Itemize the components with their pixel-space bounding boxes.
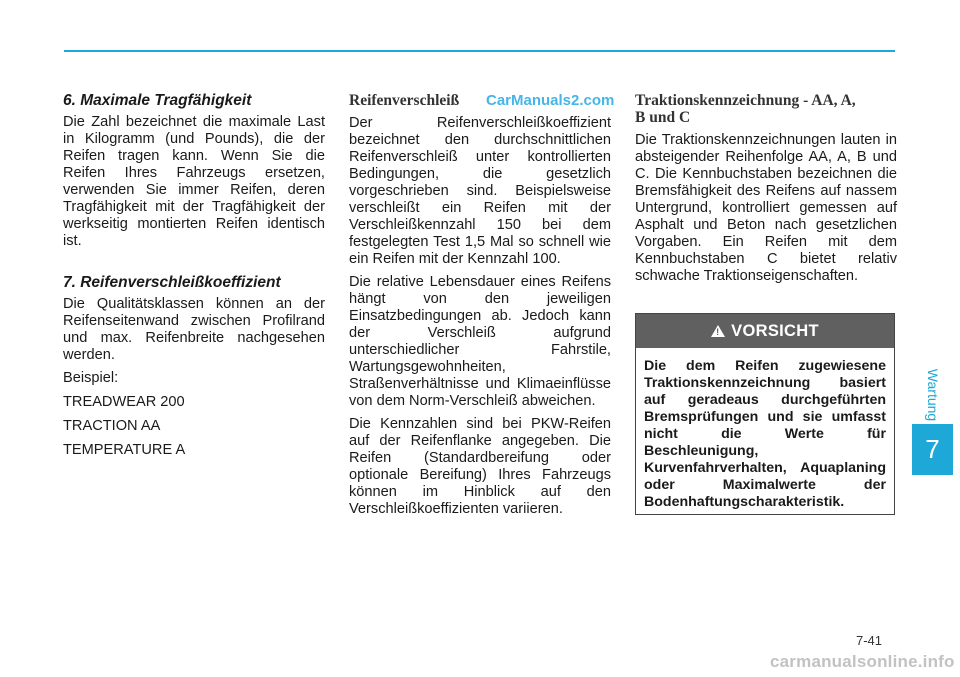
footer-watermark: carmanualsonline.info — [770, 652, 955, 671]
caution-text: Die dem Reifen zugewiesene Traktionskennzeichnung basiert auf geradeaus durchgeführten Bremsprüfungen und sie umfasst nicht die Werte für Beschleunigung, Kurvenfahrverhalten, Aquaplaning oder Maximalwerte der Bodenhaftungscharakteristik. — [644, 358, 886, 510]
section-heading-tire-wear: Reifenverschleiß — [349, 92, 460, 109]
traction-heading-line1: Traktionskennzeichnung - AA, A, — [635, 92, 856, 109]
header-rule — [64, 50, 895, 52]
section-heading-max-load: 6. Maximale Tragfähigkeit — [63, 92, 252, 109]
tire-wear-paragraph-3: Die Kennzahlen sind bei PKW-Reifen auf der Reifenflanke angegeben. Die Reifen (Standardbereifung oder optionale Bereifung) Ihres Fahrzeugs können im Hinblick auf den Verschleißkoeffizienten variieren. — [349, 416, 611, 517]
section-heading-treadwear: 7. Reifenverschleißkoeffizient — [63, 274, 281, 291]
section-side-label — [918, 365, 948, 425]
tire-wear-paragraph-2: Die relative Lebensdauer eines Reifens hängt von den jeweiligen Einsatzbedingungen ab. Jedoch kann der Verschleiß aufgrund unterschiedlicher Fahrstile, Wartungsgewohnheiten, Straßenverhältnisse und Klimaeinflüsse von dem Norm-Verschleiß abweichen. — [349, 274, 611, 409]
column-right — [635, 92, 897, 291]
caution-title: VORSICHT — [731, 321, 819, 340]
caution-box — [635, 313, 895, 515]
example-label: Beispiel: — [63, 370, 119, 386]
column-left — [63, 92, 325, 466]
column-middle — [349, 92, 611, 524]
caution-header — [636, 314, 894, 348]
max-load-paragraph: Die Zahl bezeichnet die maximale Last in Kilogramm (und Pounds), die der Reifen tragen kann. Wenn Sie die Reifen Ihres Fahrzeugs ersetzen, verwenden Sie immer Reifen, deren Tragfähigkeit mit der Tragfähigkeit der werkseitig montierten Reifen identisch ist. — [63, 114, 325, 249]
example-treadwear: TREADWEAR 200 — [63, 394, 185, 410]
page-number: 7-41 — [856, 633, 883, 648]
traction-paragraph: Die Traktionskennzeichnungen lauten in absteigender Reihenfolge AA, A, B und C. Die Kennbuchstaben bezeichnen die Bremsfähigkeit des Reifens auf nassem Untergrund, kontrolliert gemessen auf Asphalt und Beton nach gesetzlichen Vorgaben. Ein Reifen mit dem Kennbuchstaben C bietet relativ schwache Traktionseigenschaften. — [635, 132, 897, 284]
section-label-text: Wartung — [925, 368, 941, 422]
watermark-carmanuals2: CarManuals2.com — [486, 92, 615, 109]
example-traction: TRACTION AA — [63, 418, 161, 434]
chapter-tab: 7 — [912, 424, 953, 475]
example-temperature: TEMPERATURE A — [63, 442, 186, 458]
tire-wear-paragraph-1: Der Reifenverschleißkoeffizient bezeichnet den durchschnittlichen Reifenverschleiß unter kontrollierten Bedingungen, die gesetzlich vorgeschrieben sind. Beispielsweise verschleißt ein Reifen mit der Verschleißkennzahl 150 bei dem festgelegten Test 1,5 Mal so schnell wie ein Reifen mit der Kennzahl 100. — [349, 115, 611, 267]
warning-triangle-icon — [711, 325, 725, 337]
traction-heading-line2: B und C — [635, 109, 691, 126]
section-heading-traction — [635, 92, 897, 126]
treadwear-paragraph: Die Qualitätsklassen können an der Reifenseitenwand zwischen Profilrand und max. Reifenbreite nachgesehen werden. — [63, 296, 325, 363]
